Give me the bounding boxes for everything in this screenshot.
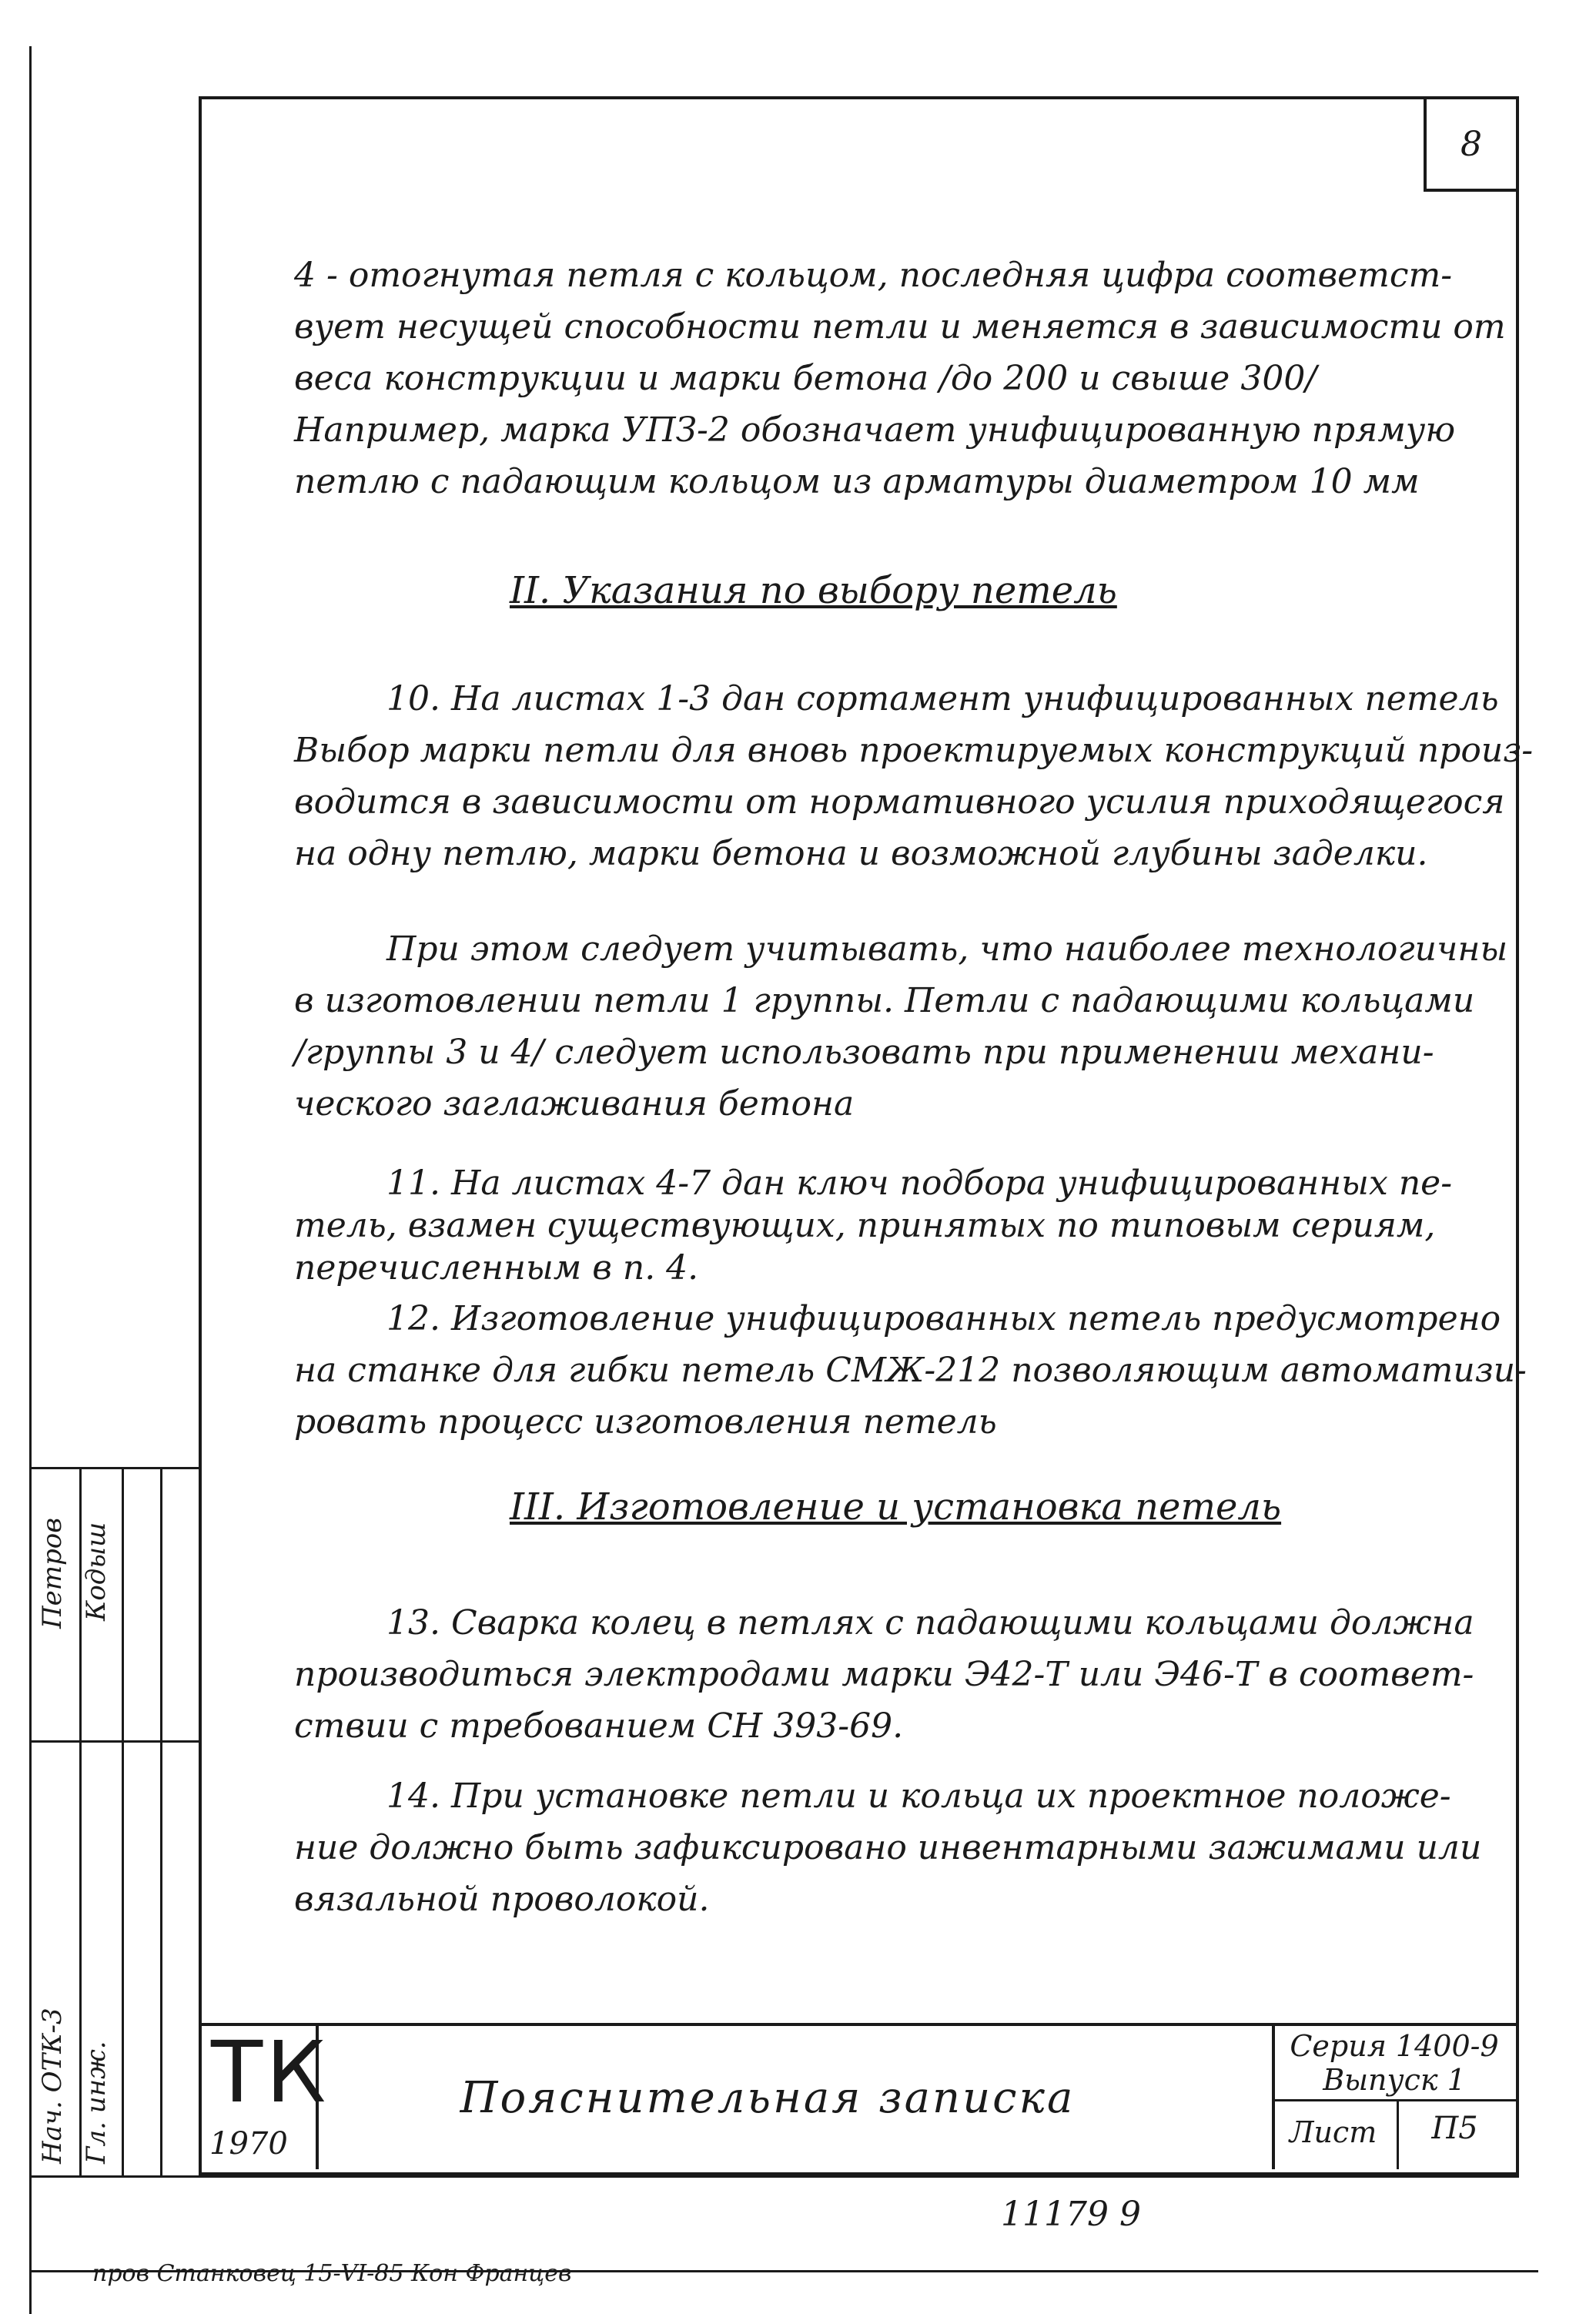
section-heading-2: II. Указания по выбору петель xyxy=(510,569,1117,612)
text-line: тель, взамен существующих, принятых по типовым сериям, xyxy=(294,1206,1436,1245)
text-line: петлю с падающим кольцом из арматуры диаметром 10 мм xyxy=(294,462,1420,501)
paragraph-14 xyxy=(294,1770,1495,1925)
text-line: ческого заглаживания бетона xyxy=(294,1084,855,1124)
series-label xyxy=(1279,2029,1510,2097)
archive-number: 11179 9 xyxy=(1001,2195,1141,2234)
text-line: ствии с требованием СН 393-69. xyxy=(294,1706,904,1746)
org-year: 1970 xyxy=(209,2126,288,2162)
text-line: веса конструкции и марки бетона /до 200 и свыше 300/ xyxy=(294,359,1317,398)
document-title: Пояснительная записка xyxy=(460,2072,1076,2123)
text-line: Выбор марки петли для вновь проектируемых конструкций произ- xyxy=(294,731,1534,770)
paragraph-10 xyxy=(294,673,1534,879)
text-line: При этом следует учитывать, что наиболее технологичны xyxy=(386,929,1508,969)
text-line: 4 - отогнутая петля с кольцом, последняя цифра соответст- xyxy=(294,256,1453,295)
paragraph-12 xyxy=(294,1293,1527,1448)
sheet-label: Лист xyxy=(1289,2115,1377,2149)
text-line: ровать процесс изготовления петель xyxy=(294,1402,997,1442)
text-line: 11. На листах 4-7 дан ключ подбора унифицированных пе- xyxy=(386,1164,1453,1203)
signature-line: пров Станковец 15-VI-85 Кон Францев xyxy=(92,2260,572,2287)
text-line: Например, марка УПЗ-2 обозначает унифицированную прямую xyxy=(294,410,1456,450)
paragraph-group-types xyxy=(294,249,1506,507)
text-line: 10. На листах 1-3 дан сортамент унифицированных петель xyxy=(386,679,1499,718)
text-line: на одну петлю, марки бетона и возможной глубины заделки. xyxy=(294,834,1428,873)
stamp-column-line xyxy=(122,1467,124,2175)
paragraph-11 xyxy=(294,1162,1495,1289)
section-heading-3: III. Изготовление и установка петель xyxy=(510,1485,1282,1529)
sheet-value: П5 xyxy=(1431,2111,1478,2146)
stamp-role-2: Гл. инж. xyxy=(81,2041,112,2164)
stamp-name-1: Петров xyxy=(37,1517,68,1629)
stamp-role-1: Нач. ОТК-3 xyxy=(37,2008,68,2164)
text-line: ние должно быть зафиксировано инвентарными зажимами или xyxy=(294,1828,1482,1867)
paragraph-13 xyxy=(294,1597,1495,1752)
text-line: вует несущей способности петли и меняется в зависимости от xyxy=(294,307,1506,347)
text-line: 13. Сварка колец в петлях с падающими кольцами должна xyxy=(386,1603,1474,1643)
text-line: вязальной проволокой. xyxy=(294,1880,710,1919)
text-line: 12. Изготовление унифицированных петель предусмотрено xyxy=(386,1299,1501,1338)
text-line: в изготовлении петли 1 группы. Петли с падающими кольцами xyxy=(294,981,1475,1020)
drawing-frame xyxy=(199,96,1534,2175)
text-line: перечисленным в п. 4. xyxy=(294,1248,699,1288)
series-text: Серия 1400-9 xyxy=(1290,2029,1499,2063)
title-divider-line xyxy=(29,2175,1519,2178)
stamp-column-line xyxy=(160,1467,162,2175)
stamp-row-line xyxy=(29,1467,200,1469)
page-number: 8 xyxy=(1424,99,1516,192)
left-margin-line xyxy=(29,46,32,2314)
stamp-row-line xyxy=(29,1740,200,1743)
text-line: на станке для гибки петель СМЖ-212 позволяющим автоматизи- xyxy=(294,1351,1527,1390)
org-mark: ТК xyxy=(211,2023,330,2121)
stamp-name-2: Кодыш xyxy=(81,1522,112,1621)
org-cell xyxy=(202,2023,330,2169)
issue-text: Выпуск 1 xyxy=(1323,2063,1466,2097)
title-block xyxy=(202,2023,1516,2172)
text-line: 14. При установке петли и кольца их проектное положе- xyxy=(386,1777,1451,1816)
text-line: водится в зависимости от нормативного усилия приходящегося xyxy=(294,782,1505,822)
text-line: /группы 3 и 4/ следует использовать при применении механи- xyxy=(294,1033,1434,1072)
paragraph-10b xyxy=(294,923,1508,1130)
text-line: производиться электродами марки Э42-Т или Э46-Т в соответ- xyxy=(294,1655,1474,1694)
